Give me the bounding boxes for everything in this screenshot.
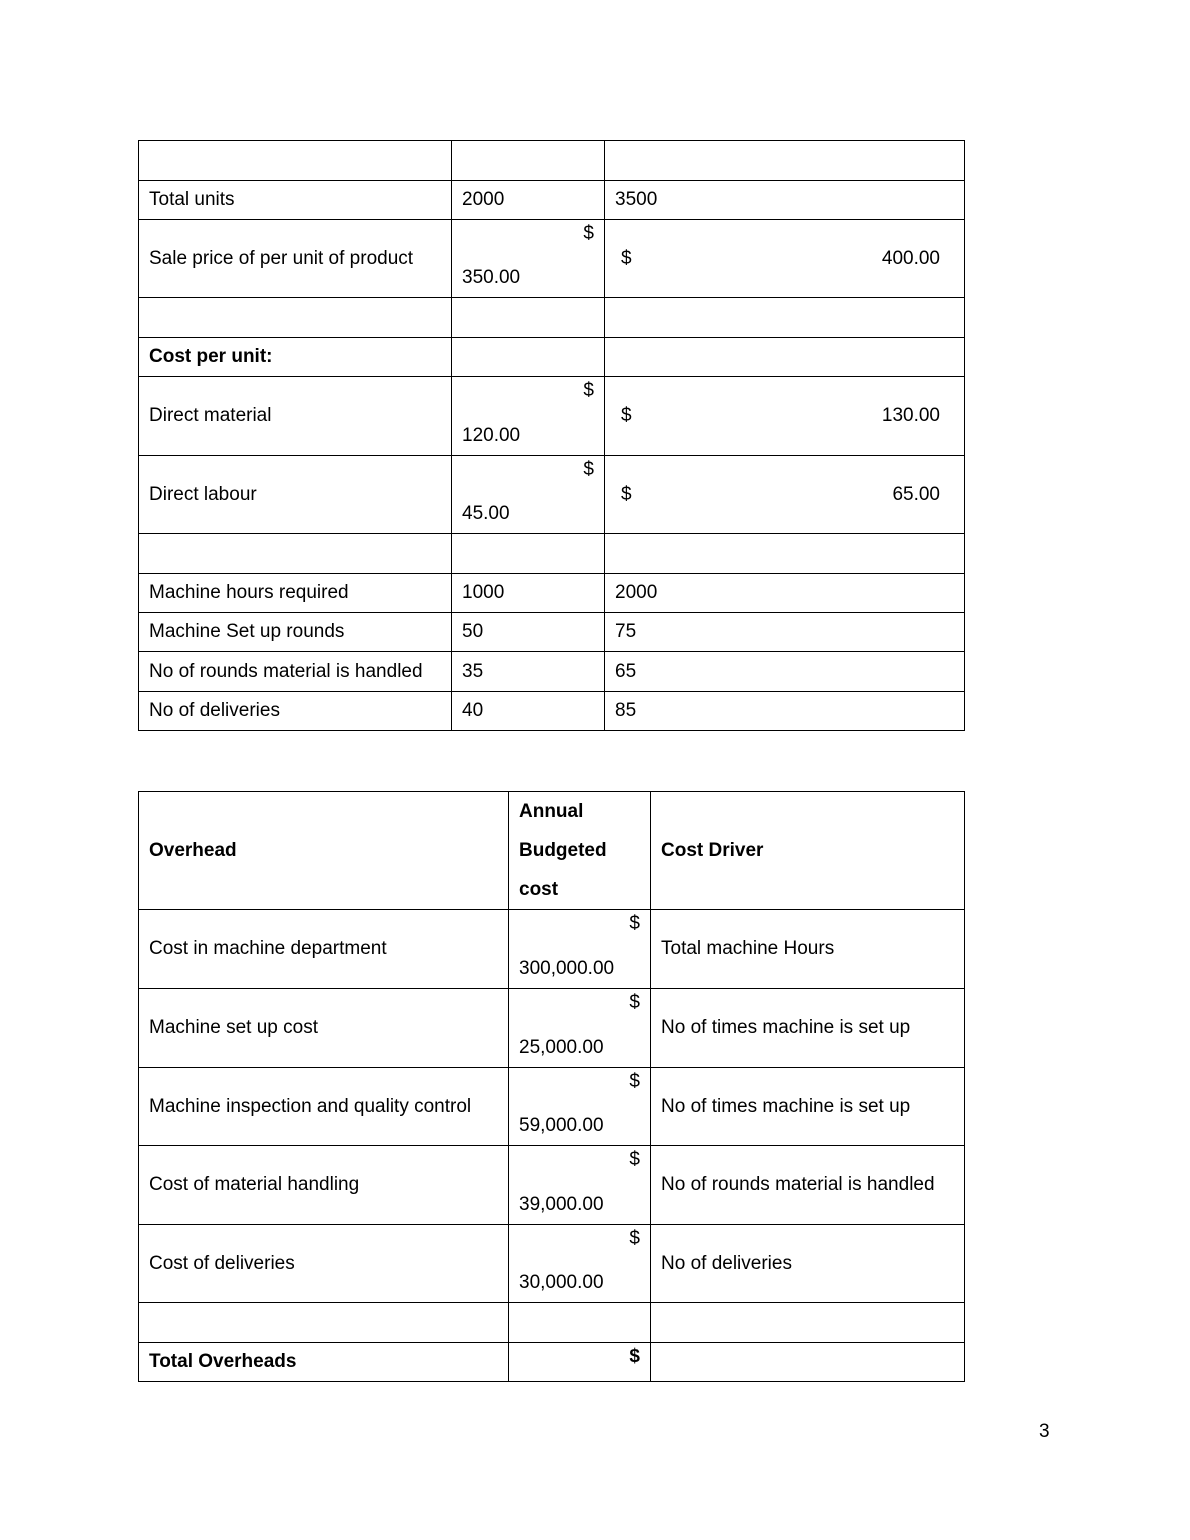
total-row	[139, 1343, 965, 1382]
currency-symbol: $	[629, 992, 640, 1013]
currency-symbol: $	[583, 223, 594, 244]
overhead-name: Machine set up cost	[139, 989, 509, 1068]
sale-price-label: Sale price of per unit of product	[139, 220, 452, 298]
table-cell	[452, 338, 605, 377]
cost-driver: No of rounds material is handled	[651, 1146, 965, 1225]
table-row	[139, 141, 965, 181]
currency-symbol: $	[629, 1149, 640, 1170]
table-cell	[605, 298, 965, 338]
table-row	[139, 220, 965, 298]
direct-labour-a	[452, 456, 605, 534]
currency-symbol: $	[629, 913, 640, 934]
sale-price-b	[605, 220, 965, 298]
product-cost-table	[138, 140, 965, 731]
amount: 39,000.00	[519, 1194, 604, 1215]
cost-driver-header: Cost Driver	[651, 792, 965, 910]
header-line: Budgeted	[519, 840, 607, 861]
setup-rounds-b: 75	[605, 613, 965, 652]
overhead-cost	[509, 910, 651, 989]
setup-rounds-label: Machine Set up rounds	[139, 613, 452, 652]
overhead-header: Overhead	[139, 792, 509, 910]
direct-material-b	[605, 377, 965, 456]
cost-driver: No of deliveries	[651, 1225, 965, 1303]
table-row	[139, 181, 965, 220]
currency-symbol: $	[629, 1228, 640, 1249]
direct-labour-label: Direct labour	[139, 456, 452, 534]
table-row	[139, 1068, 965, 1146]
table-cell	[452, 298, 605, 338]
currency-symbol: $	[621, 247, 632, 269]
overhead-table	[138, 791, 965, 1382]
cost-driver: No of times machine is set up	[651, 989, 965, 1068]
table-row	[139, 574, 965, 613]
amount: 59,000.00	[519, 1115, 604, 1136]
currency-symbol: $	[629, 1071, 640, 1092]
total-units-a: 2000	[452, 181, 605, 220]
amount: 400.00	[881, 247, 940, 269]
currency-symbol: $	[621, 405, 632, 426]
amount: 25,000.00	[519, 1037, 604, 1058]
table-row	[139, 910, 965, 989]
overhead-name: Cost in machine department	[139, 910, 509, 989]
machine-hours-b: 2000	[605, 574, 965, 613]
table-cell	[139, 534, 452, 574]
table-cell	[605, 534, 965, 574]
table-header-row	[139, 792, 965, 910]
table-row	[139, 338, 965, 377]
total-units-label: Total units	[139, 181, 452, 220]
table-cell	[139, 141, 452, 181]
direct-material-a	[452, 377, 605, 456]
currency-symbol: $	[621, 483, 632, 505]
table-cell	[509, 1303, 651, 1343]
table-cell	[651, 1303, 965, 1343]
cost-driver: Total machine Hours	[651, 910, 965, 989]
amount: 300,000.00	[519, 958, 615, 979]
amount: 30,000.00	[519, 1272, 604, 1293]
table-row	[139, 456, 965, 534]
deliveries-label: No of deliveries	[139, 692, 452, 731]
total-overheads-value	[509, 1343, 651, 1382]
table-row	[139, 613, 965, 652]
machine-hours-a: 1000	[452, 574, 605, 613]
table-row	[139, 652, 965, 692]
table-cell	[139, 298, 452, 338]
material-rounds-b: 65	[605, 652, 965, 692]
table-row	[139, 1146, 965, 1225]
overhead-cost	[509, 1225, 651, 1303]
amount: 350.00	[462, 267, 521, 288]
table-row	[139, 298, 965, 338]
overhead-name: Cost of deliveries	[139, 1225, 509, 1303]
currency-symbol: $	[583, 380, 594, 401]
amount: 45.00	[462, 503, 510, 524]
overhead-name: Machine inspection and quality control	[139, 1068, 509, 1146]
table-cell	[605, 338, 965, 377]
direct-material-label: Direct material	[139, 377, 452, 456]
table-row	[139, 692, 965, 731]
table-cell	[651, 1343, 965, 1382]
table-row	[139, 989, 965, 1068]
currency-symbol: $	[583, 459, 594, 480]
table-row	[139, 1303, 965, 1343]
header-line: cost	[519, 879, 559, 900]
amount: 65.00	[892, 483, 940, 505]
deliveries-a: 40	[452, 692, 605, 731]
total-units-b: 3500	[605, 181, 965, 220]
sale-price-a	[452, 220, 605, 298]
direct-labour-b	[605, 456, 965, 534]
setup-rounds-a: 50	[452, 613, 605, 652]
overhead-name: Cost of material handling	[139, 1146, 509, 1225]
table-row	[139, 1225, 965, 1303]
table-cell	[452, 534, 605, 574]
overhead-cost	[509, 989, 651, 1068]
cost-per-unit-heading: Cost per unit:	[139, 338, 452, 377]
amount: 130.00	[881, 405, 940, 426]
page-number: 3	[1039, 1421, 1050, 1442]
overhead-cost	[509, 1068, 651, 1146]
header-line: Annual	[519, 801, 584, 822]
table-cell	[452, 141, 605, 181]
currency-symbol: $	[629, 1346, 640, 1367]
annual-budgeted-cost-header	[509, 792, 651, 910]
table-row	[139, 377, 965, 456]
cost-driver: No of times machine is set up	[651, 1068, 965, 1146]
amount: 120.00	[462, 425, 521, 446]
table-cell	[605, 141, 965, 181]
table-cell	[139, 1303, 509, 1343]
material-rounds-a: 35	[452, 652, 605, 692]
table-row	[139, 534, 965, 574]
machine-hours-label: Machine hours required	[139, 574, 452, 613]
material-rounds-label: No of rounds material is handled	[139, 652, 452, 692]
deliveries-b: 85	[605, 692, 965, 731]
overhead-cost	[509, 1146, 651, 1225]
total-overheads-label: Total Overheads	[139, 1343, 509, 1382]
